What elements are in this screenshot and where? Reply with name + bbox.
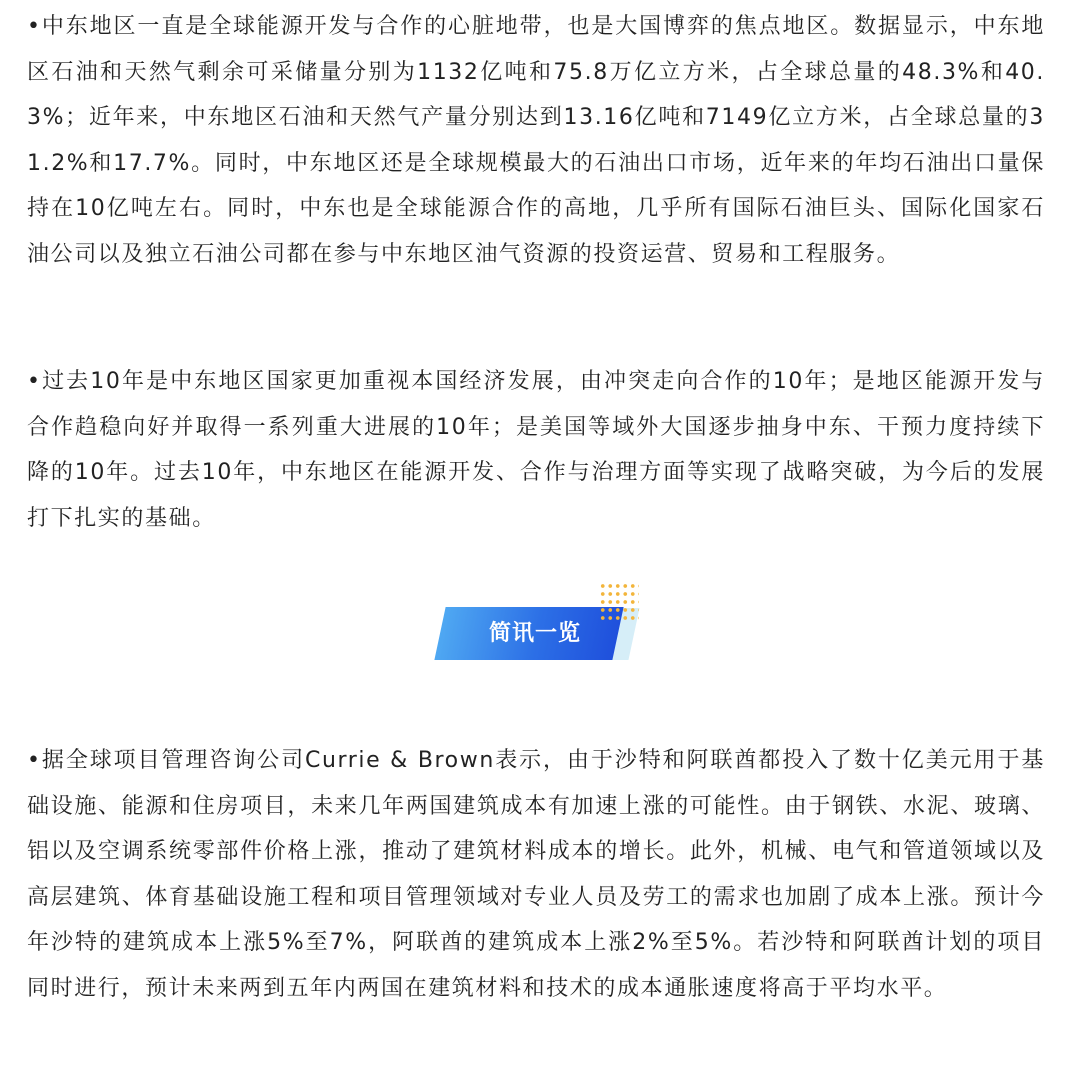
section-badge <box>436 580 636 662</box>
section-badge-label: 简讯一览 <box>488 621 581 646</box>
paragraph-construction-costs: •据全球项目管理咨询公司Currie & Brown表示，由于沙特和阿联酋都投入了数十亿美元用于基础设施、能源和住房项目，未来几年两国建筑成本有加速上涨的可能性。由于钢铁、水泥、玻璃、铝以及空调系统零部件价格上涨，推动了建筑材料成本的增长。此外，机械、电气和管道领域以及高层建筑、体育基础设施工程和项目管理领域对专业人员及劳工的需求也加剧了成本上涨。预计今年沙特的建筑成本上涨5%至7%，阿联酋的建筑成本上涨2%至5%。若沙特和阿联酋计划的项目同时进行，预计未来两到五年内两国在建筑材料和技术的成本通胀速度将高于平均水平。 <box>27 748 1045 1001</box>
paragraph-middle-east-energy: •中东地区一直是全球能源开发与合作的心脏地带，也是大国博弈的焦点地区。数据显示，中东地区石油和天然气剩余可采储量分别为1132亿吨和75.8万亿立方米，占全球总量的48.3%和40.3%；近年来，中东地区石油和天然气产量分别达到13.16亿吨和7149亿立方米，占全球总量的31.2%和17.7%。同时，中东地区还是全球规模最大的石油出口市场，近年来的年均石油出口量保持在10亿吨左右。同时，中东也是全球能源合作的高地，几乎所有国际石油巨头、国际化国家石油公司以及独立石油公司都在参与中东地区油气资源的投资运营、贸易和工程服务。 <box>27 14 1045 267</box>
paragraph-past-decade: •过去10年是中东地区国家更加重视本国经济发展，由冲突走向合作的10年；是地区能源开发与合作趋稳向好并取得一系列重大进展的10年；是美国等域外大国逐步抽身中东、干预力度持续下降的10年。过去10年，中东地区在能源开发、合作与治理方面等实现了战略突破，为今后的发展打下扎实的基础。 <box>27 369 1045 531</box>
